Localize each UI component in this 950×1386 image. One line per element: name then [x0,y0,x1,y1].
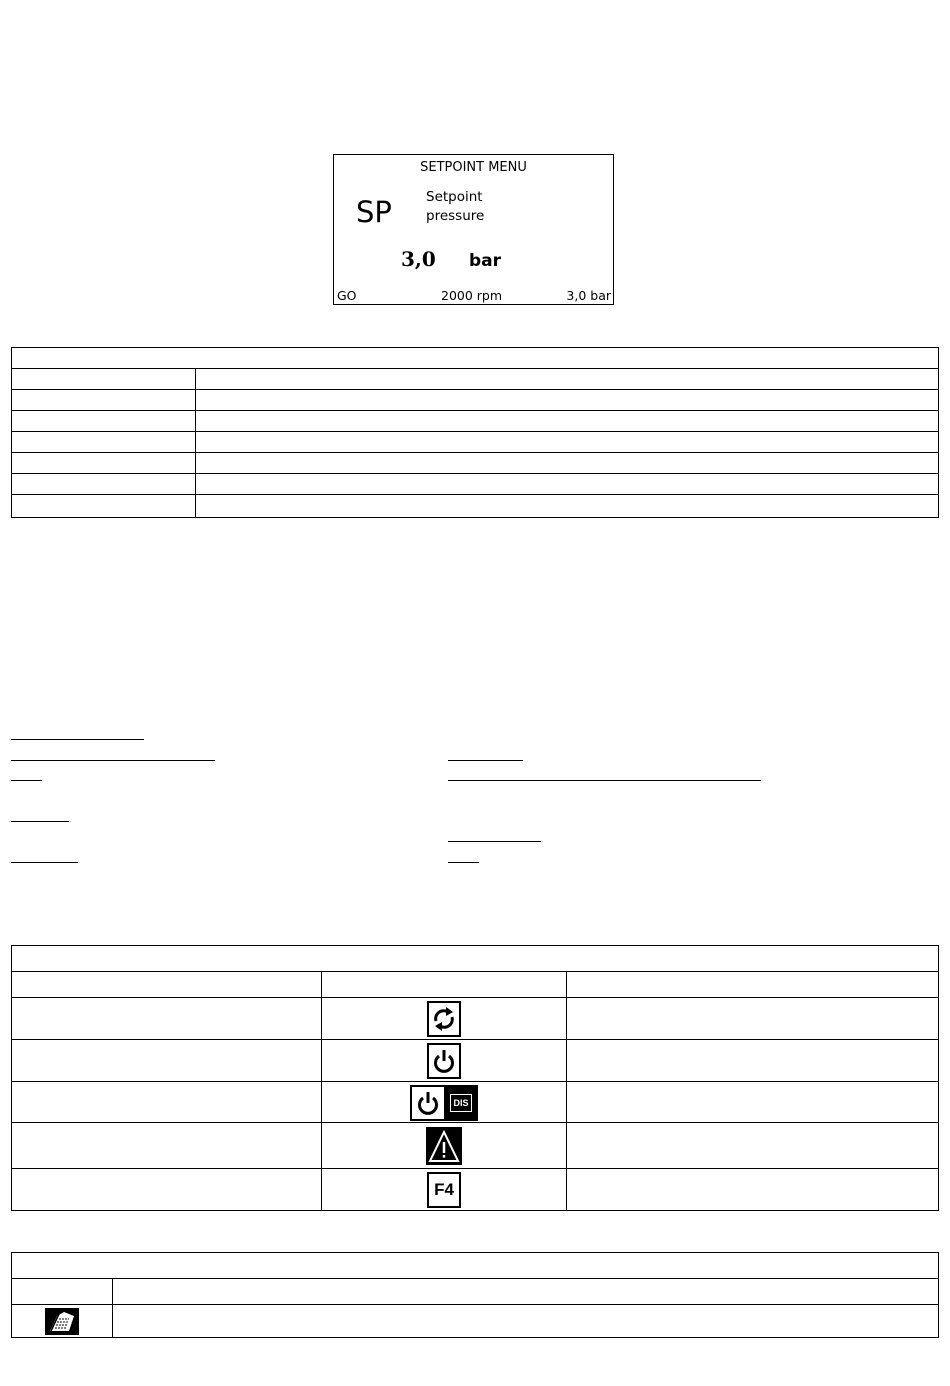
table-column-header-row [12,972,938,998]
rotating-arrows-icon [427,1001,461,1037]
table-header-row [12,348,938,369]
link-underline [448,862,479,863]
table-row [12,453,938,474]
column-divider [112,1279,113,1337]
table-row [12,432,938,453]
table-header-row [12,1253,938,1279]
icon-cell [12,1305,112,1337]
icon-cell [322,1082,566,1123]
power-icon [410,1085,444,1121]
menu-title: SETPOINT MENU [420,160,527,175]
status-bar [337,287,611,303]
link-underline [11,739,144,740]
table-row [12,495,938,517]
icon-cell [322,1169,566,1210]
lcd-display [333,154,614,305]
table-row [12,390,938,411]
power-dis-icon [410,1085,478,1121]
dis-badge [444,1085,478,1121]
column-divider [566,972,567,1210]
table-column-header-row [12,1279,938,1305]
table-row [12,1305,938,1337]
status-state: GO [337,288,357,303]
parameter-value: 3,0 [401,247,436,271]
link-underline [448,760,523,761]
table-row [12,369,938,390]
note-table [11,1252,939,1338]
link-underline [448,841,541,842]
note-hand-icon [45,1308,79,1335]
status-speed: 2000 rpm [441,288,503,303]
description-line-2: pressure [426,208,485,224]
parameter-unit: bar [469,251,502,271]
description-line-1: Setpoint [426,189,483,205]
link-underline [11,862,78,863]
fault-code-icon [427,1172,461,1208]
link-underline [11,780,42,781]
table-row [12,474,938,495]
column-divider [195,369,196,517]
power-icon [427,1043,461,1079]
link-underline [11,760,215,761]
warning-icon [426,1127,462,1165]
status-icons-table [11,945,939,1211]
link-underline [11,821,69,822]
parameters-table [11,347,939,518]
fault-code-label: F4 [434,1179,454,1199]
parameter-description [426,188,484,226]
status-pressure: 3,0 bar [566,288,611,303]
link-underline [448,780,761,781]
table-row [12,411,938,432]
table-header-row [12,946,938,972]
icon-cell [322,1123,566,1169]
icon-cell [322,998,566,1040]
dis-badge-label: DIS [450,1094,471,1112]
icon-cell [322,1040,566,1082]
parameter-code: SP [356,195,392,229]
